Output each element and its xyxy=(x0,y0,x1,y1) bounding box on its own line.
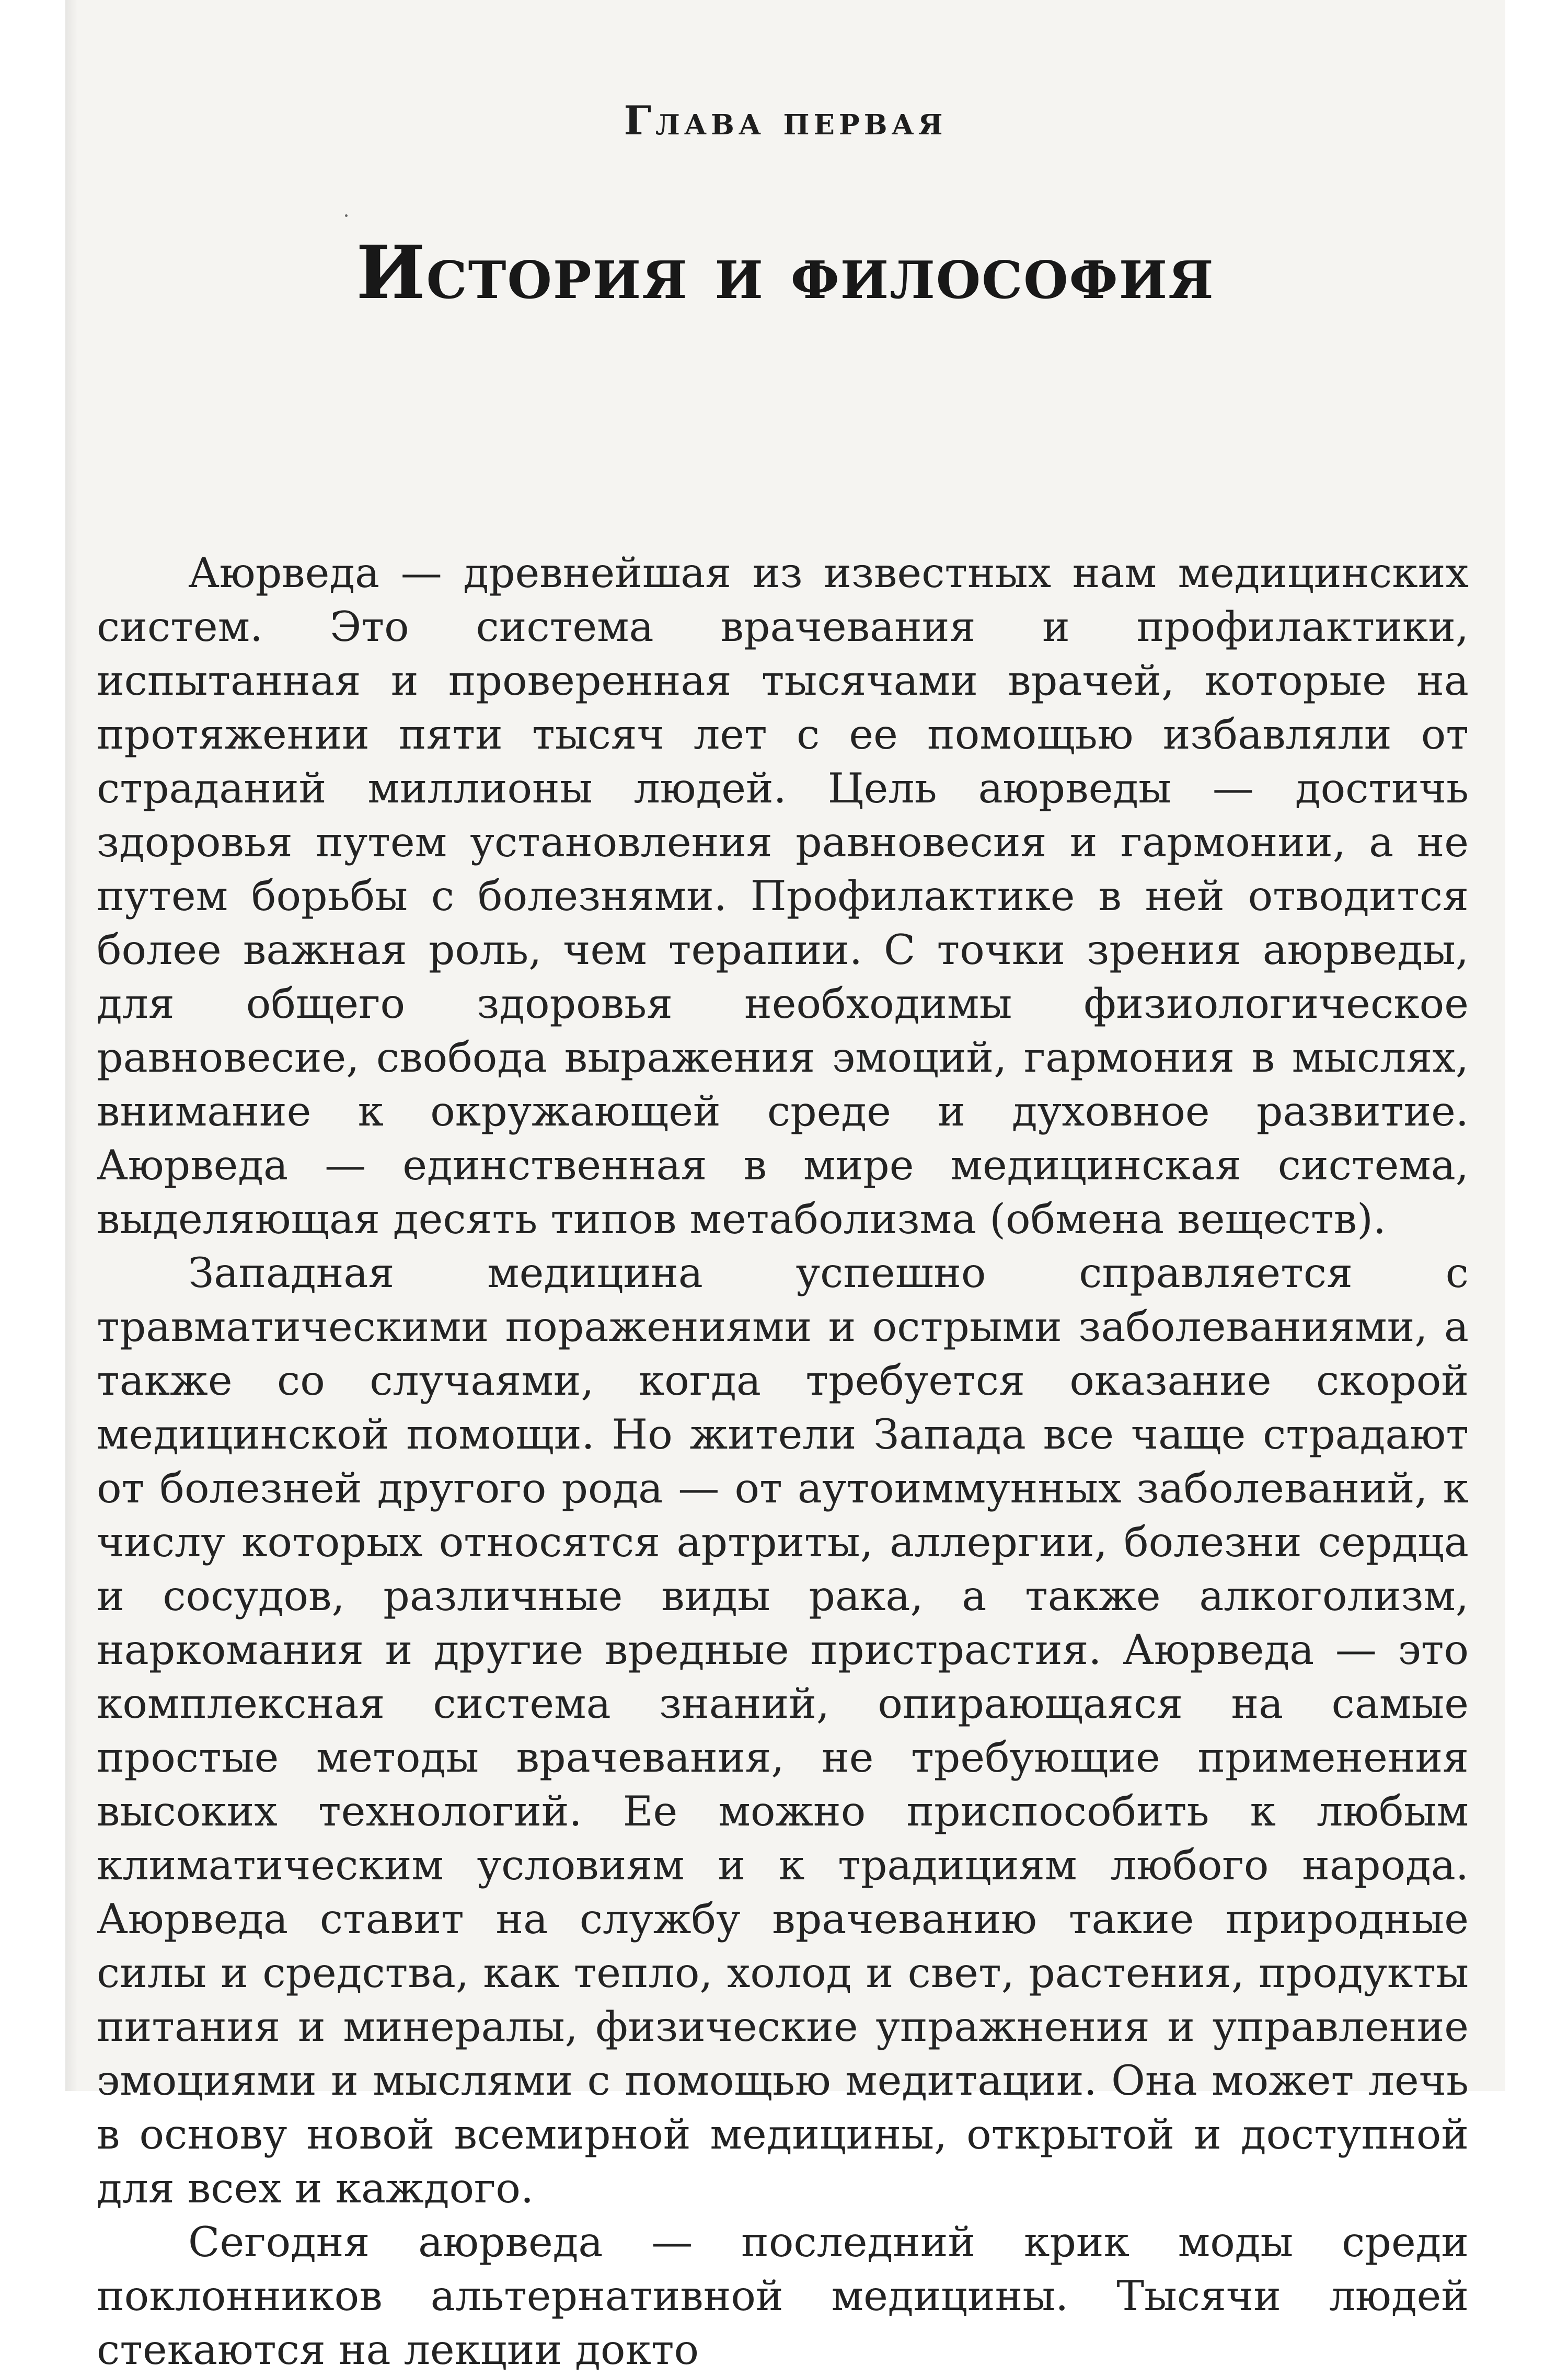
paragraph-1: Аюрведа — древнейшая из известных нам медицинских систем. Это система врачевания и профилактики, испытанная и проверенная тысячами врачей, которые на протяжении пяти тысяч лет с ее помощью избавляли от страданий миллионы людей. Цель аюрведы — достичь здоровья путем установления равновесия и гармонии, а не путем борьбы с болезнями. Профилактике в ней отводится более важная роль, чем терапии. С точки зрения аюрведы, для общего здоровья необходимы физиологическое равновесие, свобода выражения эмоций, гармония в мыслях, внимание к окружающей среде и духовное развитие. Аюрведа — единственная в мире медицинская система, выделяющая десять типов метаболизма (обмена веществ). xyxy=(97,549,1469,1243)
body-text xyxy=(97,546,1469,2377)
book-page xyxy=(65,0,1505,2374)
chapter-title: История и философия xyxy=(356,230,1215,316)
print-speck xyxy=(345,214,348,217)
paragraph-3: Сегодня аюрведа — последний крик моды среди поклонников альтернативной медицины. Тысячи людей стекаются на лекции докто xyxy=(97,2218,1469,2374)
paragraph-2: Западная медицина успешно справляется с травматическими поражениями и острыми заболеваниями, а также со случаями, когда требуется оказание скорой медицинской помощи. Но жители Запада все чаще страдают от болезней другого рода — от аутоиммунных заболеваний, к числу которых относятся артриты, аллергии, болезни сердца и сосудов, различные виды рака, а также алкоголизм, наркомания и другие вредные пристрастия. Аюрведа — это комплексная система знаний, опирающаяся на самые простые методы врачевания, не требующие применения высоких технологий. Ее можно приспособить к любым климатическим условиям и к традициям любого народа. Аюрведа ставит на службу врачеванию такие природные силы и средства, как тепло, холод и свет, растения, продукты питания и минералы, физические упражнения и управление эмоциями и мыслями с помощью медитации. Она может лечь в основу новой всемирной медицины, открытой и доступной для всех и каждого. xyxy=(97,1249,1469,2212)
chapter-label: Глава первая xyxy=(624,97,947,144)
